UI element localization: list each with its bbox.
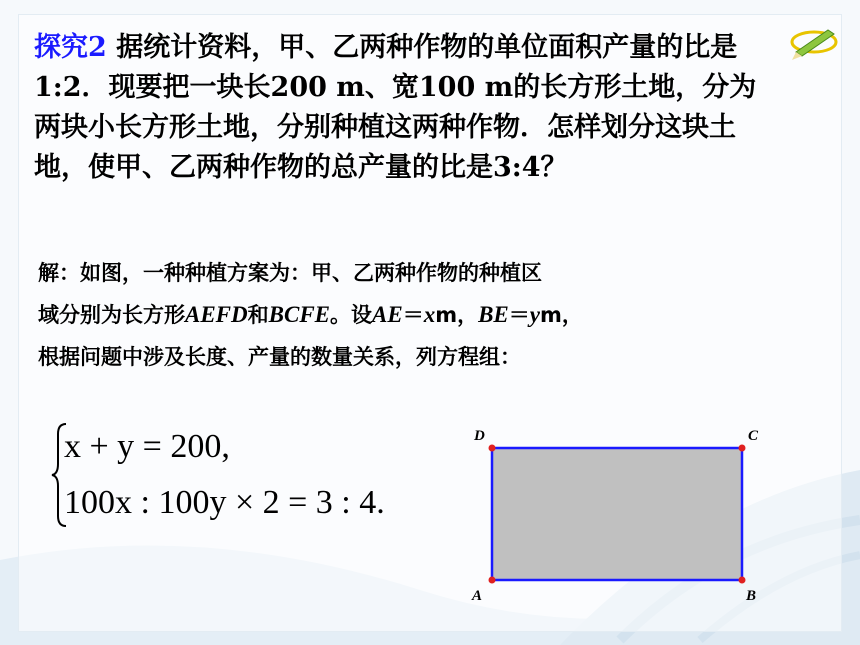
vertex-d (489, 445, 496, 452)
label-b: B (746, 588, 757, 604)
solution-line-2 (38, 294, 758, 336)
rect-name-aefd: AEFD (185, 302, 248, 327)
vertex-c (739, 445, 746, 452)
solution-text-fragment: 和 (247, 303, 269, 327)
label-a: A (472, 588, 483, 604)
solution-text-fragment: 域分别为长方形 (38, 303, 185, 327)
problem-statement (34, 28, 774, 188)
solution-text-fragment: 。设 (330, 303, 373, 327)
segment-be: BE (478, 302, 509, 327)
pencil-logo-icon (788, 22, 840, 62)
vertex-b (739, 577, 746, 584)
segment-ae: AE (372, 302, 403, 327)
unit-text: m， (540, 303, 583, 327)
unit-text: m， (435, 303, 479, 327)
variable-y: y (529, 302, 540, 327)
solution-line-3: 根据问题中涉及长度、产量的数量关系，列方程组： (38, 345, 521, 369)
land-rectangle (492, 448, 742, 580)
equation-1: x + y = 200, (64, 428, 230, 465)
label-d: D (474, 428, 485, 444)
equation-2: 100x : 100y × 2 = 3 : 4. (64, 484, 385, 521)
problem-text: 据统计资料，甲、乙两种作物的单位面积产量的比是1:2．现要把一块长200 m、宽100 m的长方形土地，分为两块小长方形土地，分别种植这两种作物．怎样划分这块土地，使甲、乙两种作物的总产量的比是3:4？ (34, 32, 757, 183)
variable-x: x (423, 302, 436, 327)
solution-line-1: 解：如图，一种种植方案为：甲、乙两种作物的种植区 (38, 261, 542, 285)
label-c: C (748, 428, 759, 444)
problem-tag: 探究2 (34, 32, 107, 63)
rectangle-figure (462, 418, 782, 618)
equation-system (50, 420, 430, 530)
rect-name-bcfe: BCFE (268, 302, 331, 327)
equals-sign: ＝ (508, 303, 530, 327)
equals-sign: ＝ (402, 303, 424, 327)
vertex-a (489, 577, 496, 584)
solution-text (38, 252, 758, 378)
